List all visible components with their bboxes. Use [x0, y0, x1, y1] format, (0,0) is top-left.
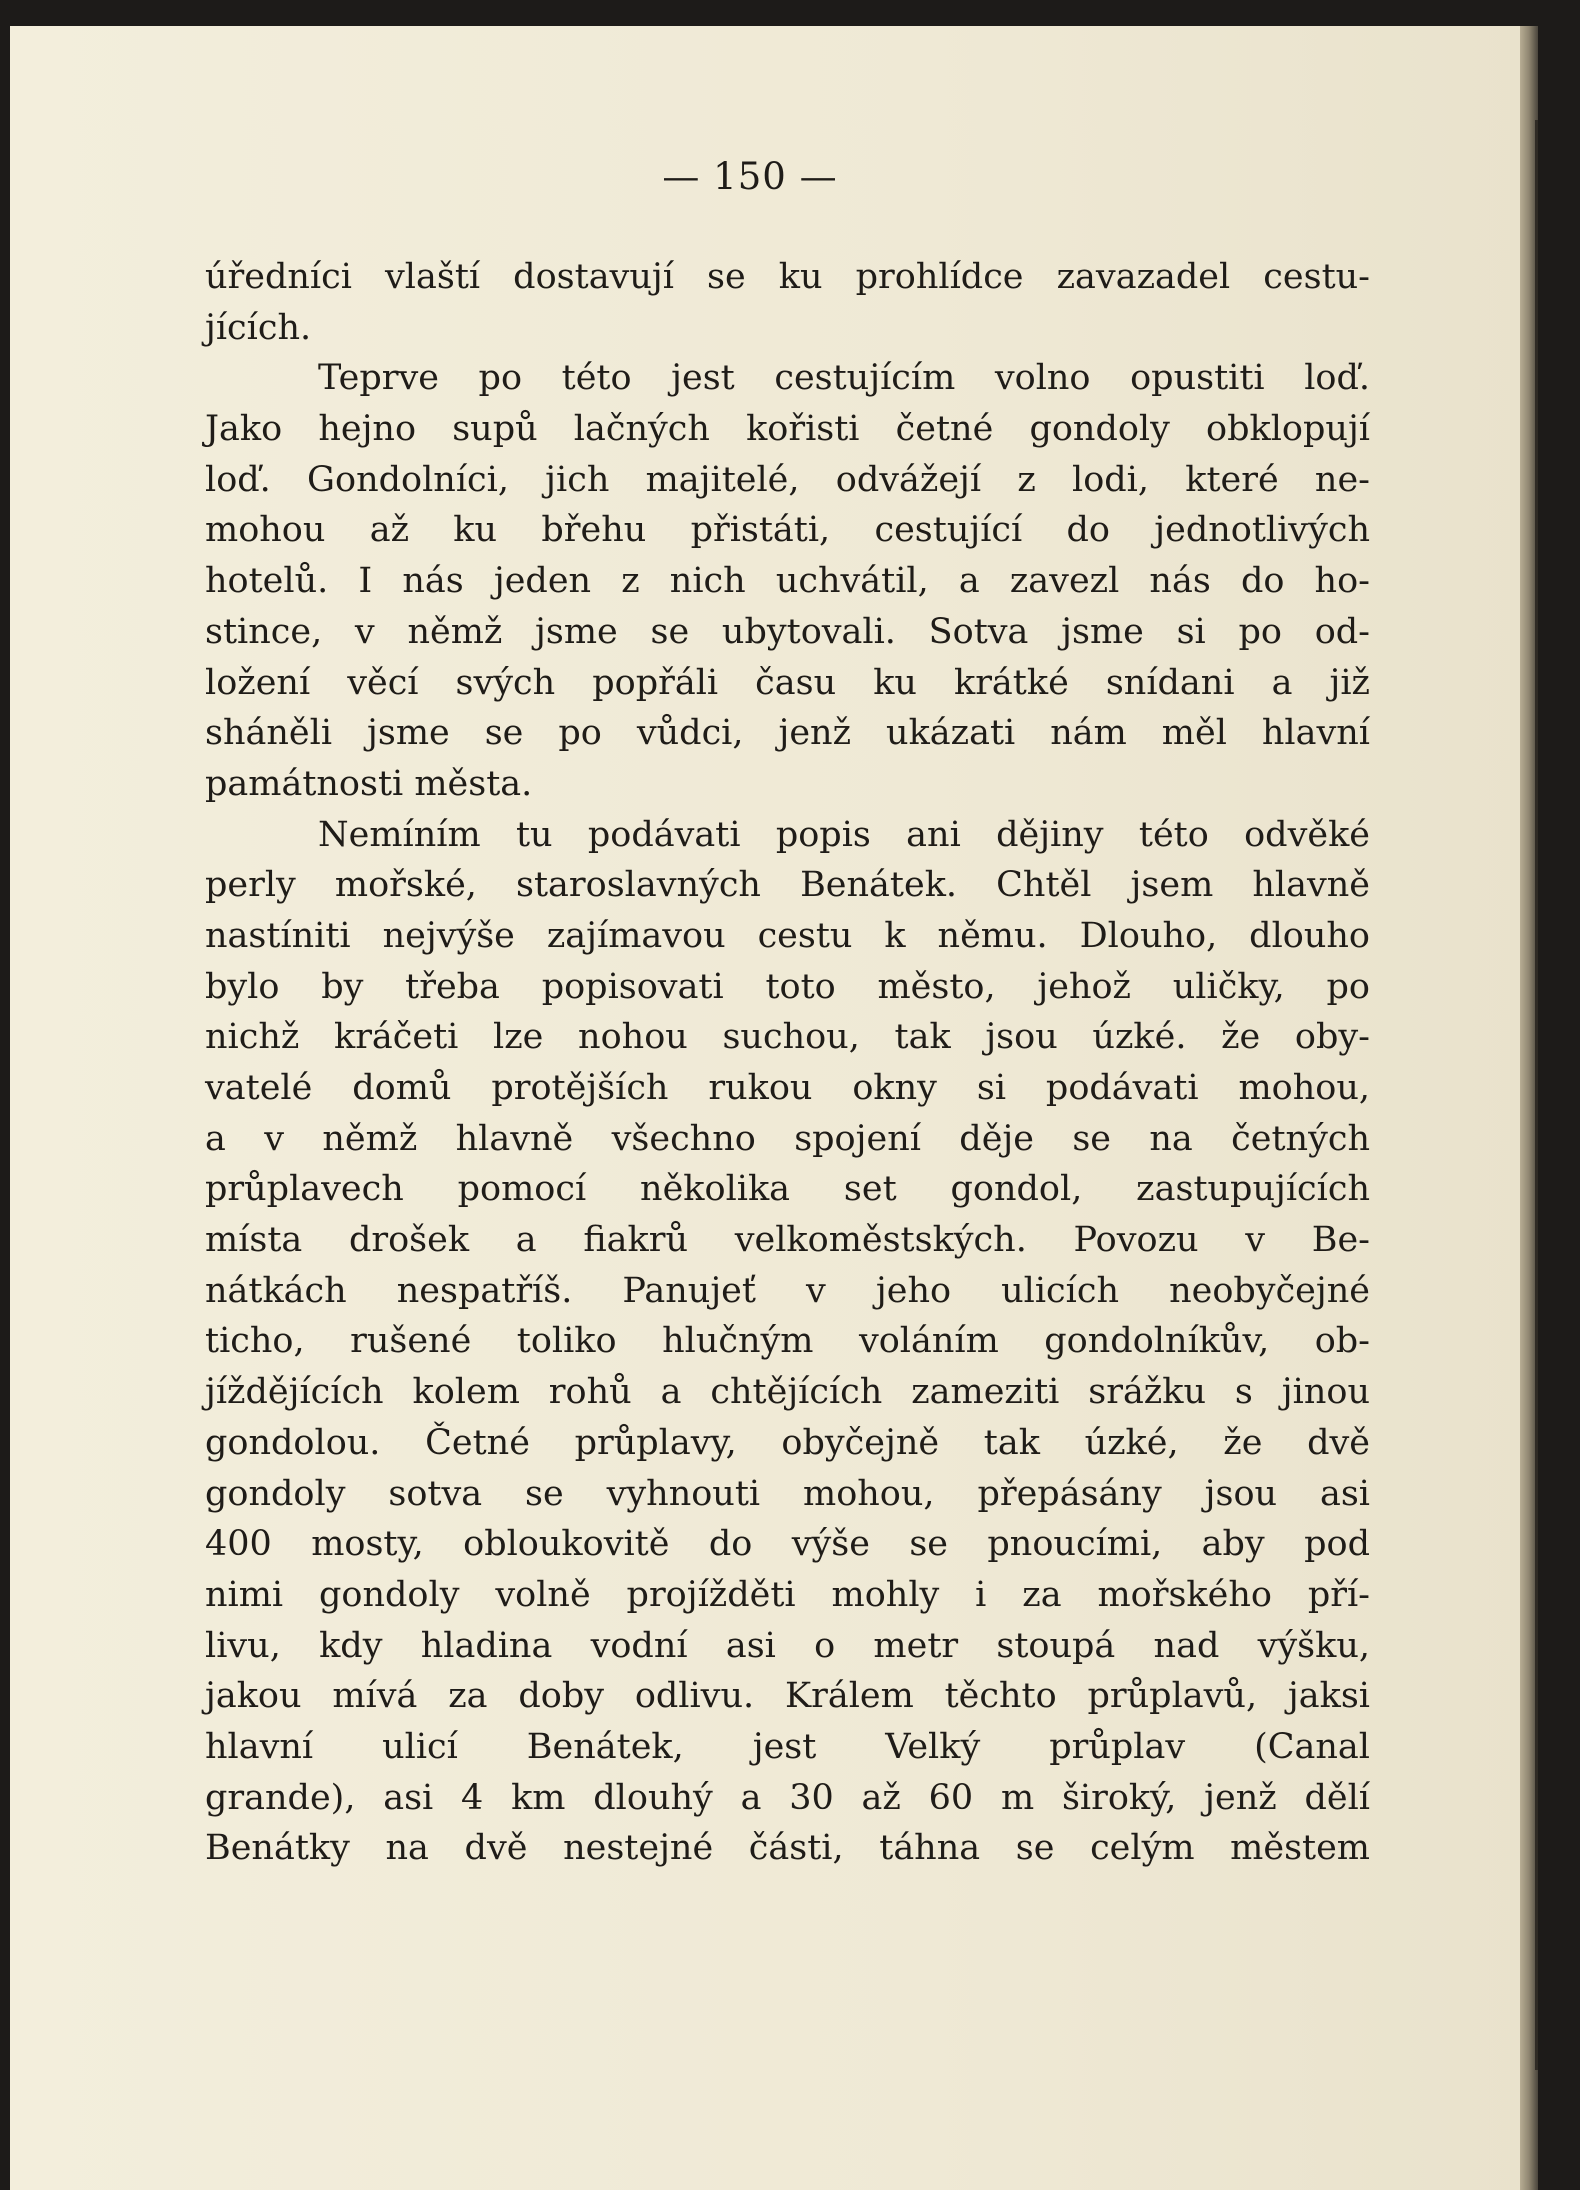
- text-line: Jako hejno supů lačných kořisti četné gondoly obklopují: [205, 409, 1370, 450]
- paragraph-3: [205, 810, 1370, 1874]
- text-line: hotelů. I nás jeden z nich uchvátil, a zavezl nás do ho-: [205, 561, 1370, 602]
- text-line: bylo by třeba popisovati toto město, jehož uličky, po: [205, 966, 1370, 1007]
- text-line: nátkách nespatříš. Panujeť v jeho ulicích neobyčejné: [205, 1270, 1370, 1311]
- text-line: 400 mosty, obloukovitě do výše se pnoucími, aby pod: [205, 1524, 1370, 1565]
- text-line: sháněli jsme se po vůdci, jenž ukázati nám měl hlavní: [205, 713, 1370, 754]
- text-line: Teprve po této jest cestujícím volno opustiti loď.: [318, 358, 1370, 399]
- text-line: perly mořské, staroslavných Benátek. Chtěl jsem hlavně: [205, 865, 1370, 906]
- text-line: mohou až ku břehu přistáti, cestující do jednotlivých: [205, 510, 1370, 551]
- paragraph-2: [205, 353, 1370, 809]
- text-line: vatelé domů protějších rukou okny si podávati mohou,: [205, 1068, 1370, 1108]
- text-line: loď. Gondolníci, jich majitelé, odvážejí z lodi, které ne-: [205, 459, 1370, 500]
- text-line: grande), asi 4 km dlouhý a 30 až 60 m široký, jenž dělí: [205, 1777, 1370, 1818]
- text-line: hlavní ulicí Benátek, jest Velký průplav (Canal: [205, 1726, 1370, 1767]
- text-line: stince, v němž jsme se ubytovali. Sotva jsme si po od-: [205, 611, 1370, 652]
- text-line: livu, kdy hladina vodní asi o metr stoupá nad výšku,: [205, 1625, 1370, 1666]
- text-line: místa drošek a fiakrů velkoměstských. Povozu v Be-: [205, 1220, 1370, 1261]
- text-line: nimi gondoly volně projížděti mohly i za mořského pří-: [205, 1574, 1370, 1615]
- binding-edge: [1535, 120, 1538, 2070]
- text-line: jíždějících kolem rohů a chtějících zameziti srážku s jinou: [205, 1372, 1370, 1413]
- text-line: a v němž hlavně všechno spojení děje se na četných: [205, 1118, 1370, 1159]
- text-line: Benátky na dvě nestejné části, táhna se celým městem: [205, 1828, 1370, 1869]
- text-line: památnosti města.: [205, 763, 533, 804]
- text-line: jakou mívá za doby odlivu. Králem těchto průplavů, jaksi: [205, 1676, 1370, 1717]
- body-text: [205, 252, 1370, 1874]
- text-line: nastíniti nejvýše zajímavou cestu k němu. Dlouho, dlouho: [205, 915, 1370, 956]
- text-line: průplavech pomocí několika set gondol, zastupujících: [205, 1169, 1370, 1210]
- text-line: Nemíním tu podávati popis ani dějiny této odvěké: [318, 814, 1370, 855]
- text-line: ložení věcí svých popřáli času ku krátké snídani a již: [205, 662, 1370, 703]
- text-line: úředníci vlaští dostavují se ku prohlídce zavazadel cestu-: [205, 257, 1370, 297]
- text-line: nichž kráčeti lze nohou suchou, tak jsou úzké. že oby-: [205, 1017, 1370, 1058]
- page-number: — 150 —: [662, 155, 838, 198]
- text-line: gondoly sotva se vyhnouti mohou, přepásány jsou asi: [205, 1473, 1370, 1514]
- text-line: jících.: [205, 307, 312, 348]
- text-line: ticho, rušené toliko hlučným voláním gondolníkův, ob-: [205, 1321, 1370, 1362]
- paragraph-1: [205, 252, 1370, 353]
- text-line: gondolou. Četné průplavy, obyčejně tak úzké, že dvě: [205, 1422, 1370, 1463]
